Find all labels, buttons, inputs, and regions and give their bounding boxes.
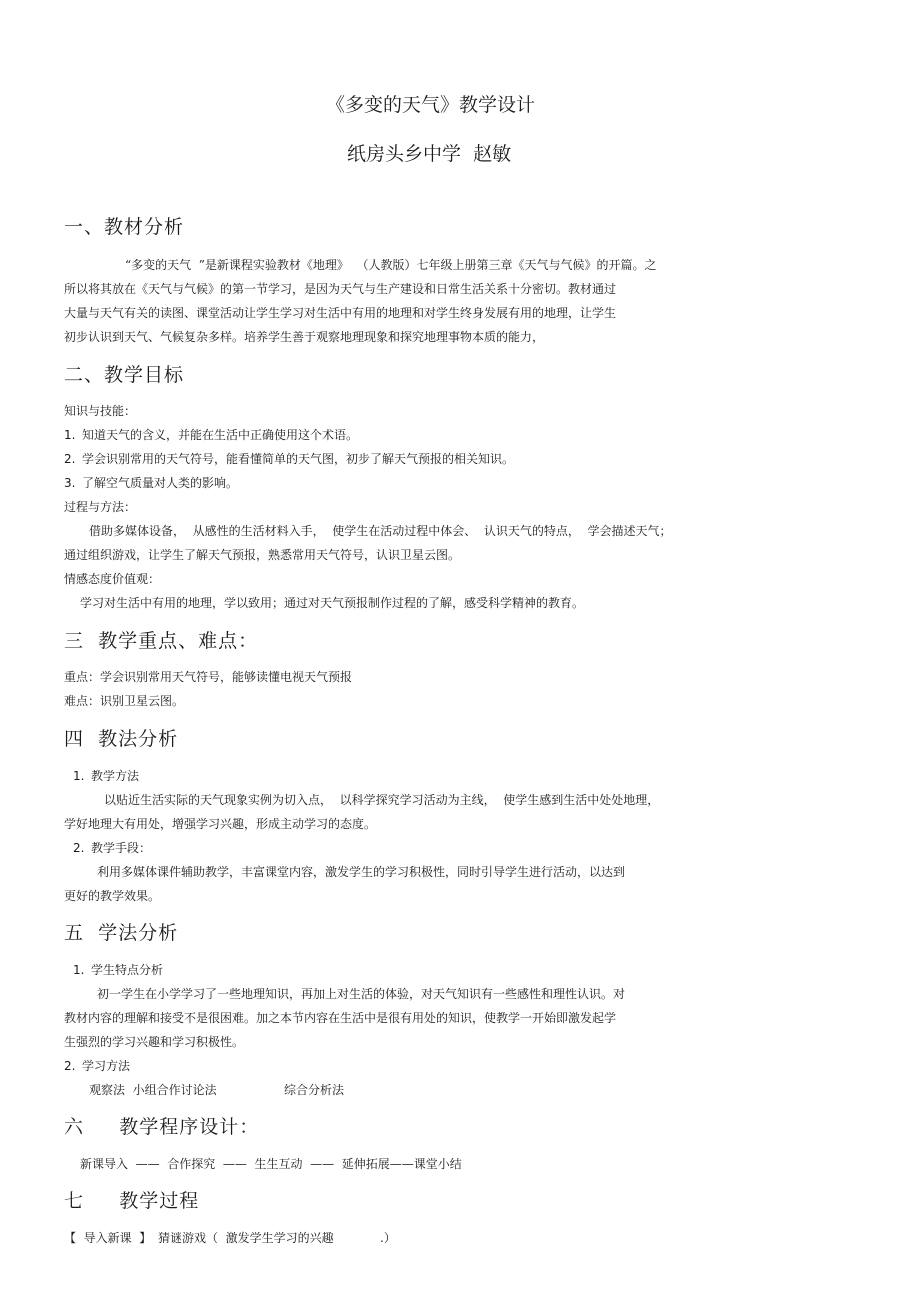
paragraph-line: 更好的教学效果。 (64, 889, 161, 903)
difficult-point: 难点：识别卫星云图。 (64, 694, 185, 708)
intro-end: .） (380, 1231, 396, 1245)
intro-tag: 【 导入新课 】 (64, 1231, 152, 1245)
paragraph-line: 利用多媒体课件辅助教学，丰富课堂内容，激发学生的学习积极性，同时引导学生进行活动，以达到 (97, 865, 626, 879)
paragraph-line: 初一学生在小学学习了一些地理知识，再加上对生活的体验，对天气知识有一些感性和理性认识。对 (97, 987, 626, 1001)
section-heading-2: 二、教学目标 (64, 364, 185, 386)
paragraph-line: 借助多媒体设备， 从感性的生活材料入手， 使学生在活动过程中体会、 认识天气的特点， 学会描述天气； (89, 524, 672, 538)
list-item: 了解空气质量对人类的影响。 (82, 476, 239, 490)
methods-a: 观察法 小组合作讨论法 (89, 1083, 217, 1097)
paragraph-line: 通过组织游戏，让学生了解天气预报，熟悉常用天气符号，认识卫星云图。 (64, 548, 461, 562)
author-line: 纸房头乡中学 赵敏 (347, 143, 512, 165)
paragraph-line: 学好地理大有用处，增强学习兴趣，形成主动学习的态度。 (64, 817, 377, 831)
list-number: 2. (64, 452, 76, 466)
list-label: 教学方法 (91, 769, 140, 783)
list-number: 3. (64, 476, 76, 490)
paragraph-line: 以贴近生活实际的天气现象实例为切入点， 以科学探究学习活动为主线， 使学生感到生活中处处地理， (104, 793, 660, 807)
subheading: 情感态度价值观： (64, 572, 161, 586)
list-label: 教学手段： (91, 841, 152, 855)
procedure-flow: 新课导入 —— 合作探究 —— 生生互动 —— 延伸拓展——课堂小结 (80, 1157, 462, 1171)
section-heading-4: 四 教法分析 (64, 728, 179, 750)
title: 《多变的天气》教学设计 (326, 94, 536, 116)
paragraph-line: “多变的天气 ”是新课程实验教材《地理》 （人教版）七年级上册第三章《天气与气候》的开篇。之 (125, 258, 657, 272)
key-point: 重点：学会识别常用天气符号，能够读懂电视天气预报 (64, 670, 353, 684)
list-label: 学生特点分析 (91, 963, 164, 977)
list-number: 1. (64, 428, 76, 442)
paragraph-line: 所以将其放在《天气与气候》的第一节学习，是因为天气与生产建设和日常生活关系十分密切。教材通过 (64, 282, 617, 296)
methods-b: 综合分析法 (284, 1083, 345, 1097)
section-heading-5: 五 学法分析 (64, 922, 179, 944)
paragraph-line: 教材内容的理解和接受不是很困难。加之本节内容在生活中是很有用处的知识，使教学一开始即激发起学 (64, 1011, 617, 1025)
list-item: 学会识别常用的天气符号，能看懂简单的天气图，初步了解天气预报的相关知识。 (82, 452, 515, 466)
list-number: 1. (73, 769, 85, 783)
list-number: 2. (64, 1059, 76, 1073)
section-heading-7: 七 教学过程 (64, 1190, 200, 1212)
paragraph-line: 大量与天气有关的读图、课堂活动让学生学习对生活中有用的地理和对学生终身发展有用的地理，让学生 (64, 306, 617, 320)
subheading: 过程与方法： (64, 500, 137, 514)
section-heading-3: 三 教学重点、难点： (64, 630, 259, 652)
list-label: 学习方法 (82, 1059, 131, 1073)
list-number: 2. (73, 841, 85, 855)
subheading: 知识与技能： (64, 404, 137, 418)
paragraph-line: 生强烈的学习兴趣和学习积极性。 (64, 1035, 245, 1049)
intro-text: 猜谜游戏（ 激发学生学习的兴趣 (158, 1231, 334, 1245)
paragraph-line: 学习对生活中有用的地理，学以致用；通过对天气预报制作过程的了解，感受科学精神的教育。 (80, 596, 585, 610)
list-number: 1. (73, 963, 85, 977)
paragraph-line: 初步认识到天气、气候复杂多样。培养学生善于观察地理现象和探究地理事物本质的能力， (64, 330, 545, 344)
section-heading-6: 六 教学程序设计： (64, 1116, 260, 1138)
list-item: 知道天气的含义，并能在生活中正确使用这个术语。 (82, 428, 359, 442)
section-heading-1: 一、教材分析 (64, 216, 185, 238)
